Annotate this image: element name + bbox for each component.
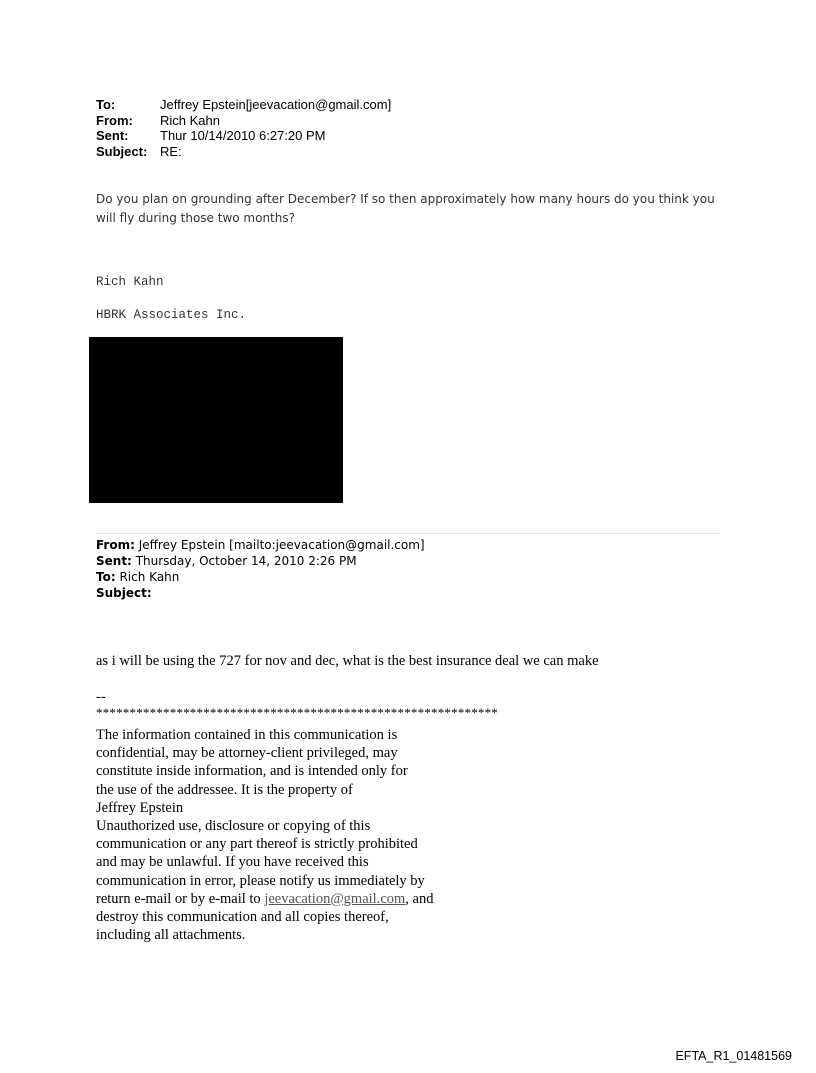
email-header — [96, 97, 391, 159]
signature-company: HBRK Associates Inc. — [96, 308, 247, 322]
sent-label: Sent: — [96, 128, 129, 143]
quoted-message: as i will be using the 727 for nov and dec, what is the best insurance deal we can make — [96, 653, 599, 669]
disclaimer-line: and may be unlawful. If you have received this — [96, 854, 369, 871]
signature-dashes: -- — [96, 689, 106, 705]
disclaimer-line: Jeffrey Epstein — [96, 799, 184, 816]
signature-name: Rich Kahn — [96, 275, 164, 289]
quoted-sent-value: Thursday, October 14, 2010 2:26 PM — [135, 554, 357, 568]
return-prefix: return e-mail or by e-mail to — [96, 890, 265, 907]
quoted-sent-row — [96, 553, 425, 569]
quoted-from-row — [96, 537, 425, 553]
disclaimer-line: The information contained in this communication is — [96, 727, 398, 743]
disclaimer-line: confidential, may be attorney-client privileged, may — [96, 745, 398, 762]
disclaimer-line: the use of the addressee. It is the property of — [96, 781, 353, 798]
disclaimer-line: including all attachments. — [96, 927, 246, 944]
header-to-row — [96, 97, 391, 113]
header-from-row — [96, 113, 391, 129]
disclaimer-line: destroy this communication and all copies thereof, — [96, 909, 389, 926]
quoted-subject-row — [96, 585, 425, 601]
sent-value: Thur 10/14/2010 6:27:20 PM — [160, 128, 326, 143]
redaction-block — [89, 337, 343, 503]
quoted-header — [96, 537, 425, 601]
quoted-from-label: From: — [96, 538, 135, 552]
quoted-subject-label: Subject: — [96, 586, 152, 600]
quoted-to-value: Rich Kahn — [119, 570, 180, 584]
asterisk-separator: ************************************************************ — [96, 705, 498, 720]
disclaimer-line: communication or any part thereof is strictly prohibited — [96, 836, 418, 853]
email-link[interactable]: jeevacation@gmail.com — [264, 890, 406, 907]
to-value: Jeffrey Epstein[jeevacation@gmail.com] — [160, 97, 392, 112]
document-id: EFTA_R1_01481569 — [675, 1049, 792, 1063]
disclaimer-line: communication in error, please notify us immediately by — [96, 872, 425, 889]
header-subject-row — [96, 144, 391, 160]
from-value: Rich Kahn — [160, 112, 220, 128]
header-sent-row — [96, 128, 391, 144]
return-suffix: , and — [405, 890, 434, 907]
from-label: From: — [96, 112, 133, 128]
disclaimer-return-line — [96, 890, 486, 908]
disclaimer-line: Unauthorized use, disclosure or copying of this — [96, 818, 371, 835]
quoted-sent-label: Sent: — [96, 554, 132, 568]
subject-value: RE: — [160, 143, 182, 159]
to-label: To: — [96, 97, 116, 112]
reply-body: Do you plan on grounding after December? If so then approximately how many hours do you think you will fly during those two months? — [96, 192, 715, 225]
quoted-from-value: Jeffrey Epstein [mailto:jeevacation@gmail.com] — [138, 538, 425, 552]
disclaimer-line: constitute inside information, and is intended only for — [96, 763, 408, 780]
subject-label: Subject: — [96, 143, 148, 159]
quoted-divider — [96, 533, 720, 534]
quoted-to-row — [96, 569, 425, 585]
confidentiality-disclaimer — [96, 726, 486, 944]
quoted-to-label: To: — [96, 570, 116, 584]
